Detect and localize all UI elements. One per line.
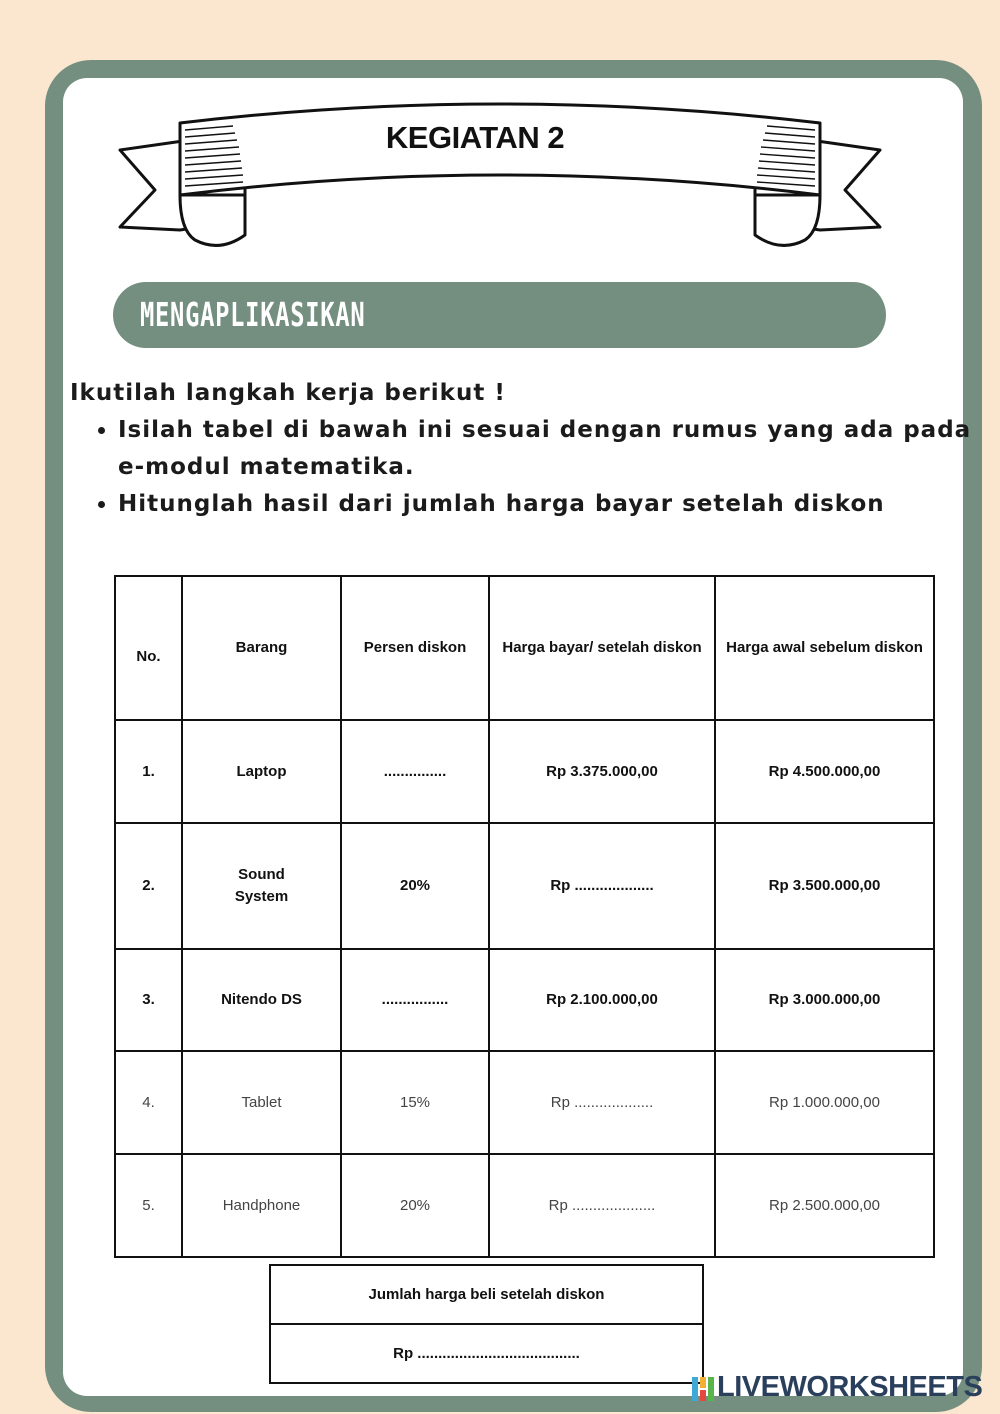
- cell-persen-diskon-input[interactable]: ...............: [341, 720, 489, 823]
- cell-no: 4.: [115, 1051, 182, 1154]
- ribbon-banner: [115, 95, 885, 255]
- table-row: [115, 949, 934, 1051]
- cell-no: 2.: [115, 823, 182, 949]
- cell-harga-bayar-input[interactable]: Rp ....................: [489, 1154, 715, 1257]
- cell-harga-awal: Rp 3.500.000,00: [715, 823, 934, 949]
- liveworksheets-logo-icon: [692, 1377, 714, 1401]
- cell-harga-bayar-input[interactable]: Rp ...................: [489, 823, 715, 949]
- cell-persen-diskon-input[interactable]: ................: [341, 949, 489, 1051]
- cell-harga-bayar-input[interactable]: Rp ...................: [489, 1051, 715, 1154]
- instructions-list: [70, 412, 975, 523]
- cell-harga-awal: Rp 2.500.000,00: [715, 1154, 934, 1257]
- cell-harga-bayar: Rp 2.100.000,00: [489, 949, 715, 1051]
- header-harga-awal: Harga awal sebelum diskon: [715, 576, 934, 720]
- table-row: [115, 720, 934, 823]
- discount-table: [114, 575, 935, 1258]
- cell-persen-diskon: 15%: [341, 1051, 489, 1154]
- cell-barang: Nitendo DS: [182, 949, 341, 1051]
- table-row: [115, 1051, 934, 1154]
- cell-persen-diskon: 20%: [341, 823, 489, 949]
- header-harga-bayar: Harga bayar/ setelah diskon: [489, 576, 715, 720]
- header-no: No.: [115, 576, 182, 720]
- cell-barang: Laptop: [182, 720, 341, 823]
- cell-no: 3.: [115, 949, 182, 1051]
- total-label: Jumlah harga beli setelah diskon: [270, 1265, 703, 1324]
- section-label: MENGAPLIKASIKAN: [140, 295, 366, 334]
- instruction-step: • Hitunglah hasil dari jumlah harga bayar setelah diskon: [118, 486, 975, 523]
- header-persen-diskon: Persen diskon: [341, 576, 489, 720]
- total-table: [269, 1264, 704, 1384]
- table-header-row: [115, 576, 934, 720]
- cell-barang: Tablet: [182, 1051, 341, 1154]
- cell-persen-diskon: 20%: [341, 1154, 489, 1257]
- cell-barang: Handphone: [182, 1154, 341, 1257]
- cell-no: 1.: [115, 720, 182, 823]
- instructions: [70, 375, 975, 523]
- total-value-input[interactable]: Rp .......................................: [270, 1324, 703, 1383]
- cell-harga-awal: Rp 1.000.000,00: [715, 1051, 934, 1154]
- header-barang: Barang: [182, 576, 341, 720]
- cell-no: 5.: [115, 1154, 182, 1257]
- table-row: [115, 823, 934, 949]
- instruction-step: • Isilah tabel di bawah ini sesuai dengan rumus yang ada pada e-modul matematika.: [118, 412, 975, 486]
- cell-barang: Sound System: [182, 823, 341, 949]
- cell-harga-bayar: Rp 3.375.000,00: [489, 720, 715, 823]
- cell-harga-awal: Rp 3.000.000,00: [715, 949, 934, 1051]
- instructions-intro: Ikutilah langkah kerja berikut !: [70, 380, 506, 406]
- cell-harga-awal: Rp 4.500.000,00: [715, 720, 934, 823]
- liveworksheets-watermark: LIVEWORKSHEETS: [717, 1371, 983, 1403]
- activity-title: KEGIATAN 2: [385, 120, 565, 155]
- table-row: [115, 1154, 934, 1257]
